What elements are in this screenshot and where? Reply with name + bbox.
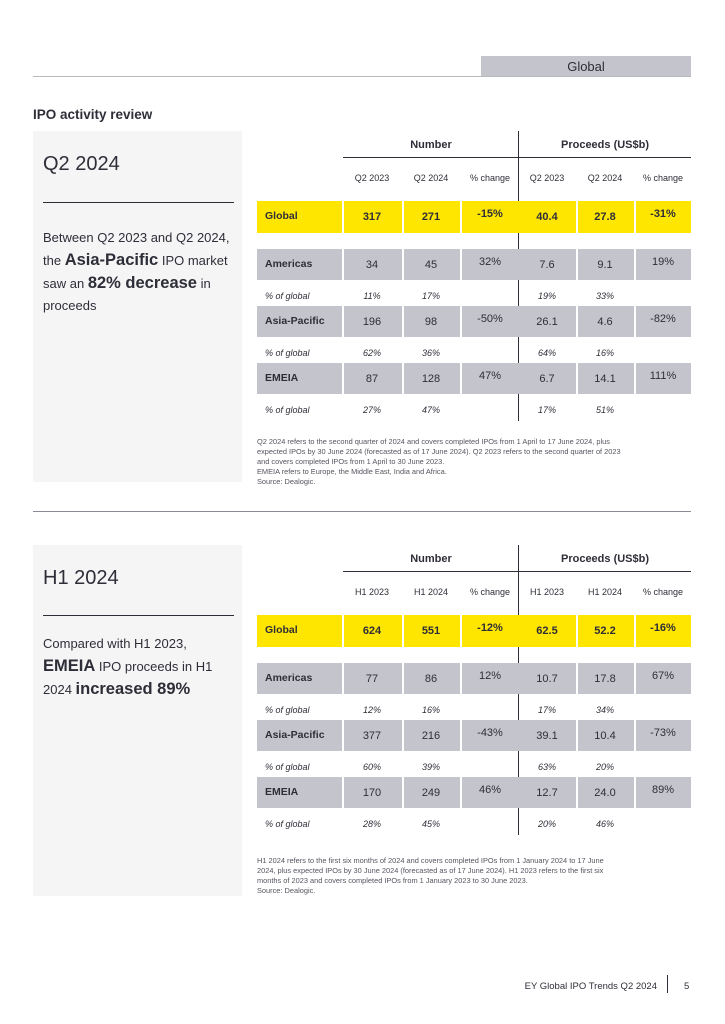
- q2-summary-part-1: Between Q2 2023 and Q2 2024, the: [43, 230, 230, 268]
- h1-summary-part-1: Compared with H1 2023,: [43, 636, 187, 651]
- column-header: % change: [642, 173, 684, 183]
- pct-of-global-value: 60%: [362, 762, 381, 772]
- row-value: 196: [362, 315, 382, 328]
- page-number: 5: [684, 981, 690, 992]
- h1-ipo-table: [257, 545, 691, 845]
- row-label: Asia-Pacific: [265, 728, 325, 741]
- row-value: 86: [424, 672, 438, 685]
- row-value: 216: [421, 729, 441, 742]
- pct-of-global-value: 12%: [362, 705, 381, 715]
- row-label: Global: [265, 624, 298, 636]
- row-label: EMEIA: [265, 371, 299, 384]
- pct-of-global-label: % of global: [265, 762, 310, 772]
- column-header: % change: [642, 587, 684, 597]
- row-value: -15%: [477, 208, 503, 220]
- h1-heading: H1 2024: [43, 567, 119, 589]
- q2-summary-highlight-2: 82% decrease: [87, 274, 197, 292]
- q2-summary-highlight-1: Asia-Pacific: [64, 251, 159, 269]
- pct-of-global-value: 62%: [362, 348, 381, 358]
- row-value: 271: [421, 211, 441, 223]
- section-title: IPO activity review: [33, 107, 153, 122]
- pct-of-global-value: 63%: [537, 762, 556, 772]
- pct-of-global-value: 34%: [595, 705, 614, 715]
- column-header: H1 2024: [413, 587, 449, 597]
- proceeds-header-rule: [519, 571, 691, 572]
- row-value: -31%: [650, 208, 676, 220]
- row-value: 4.6: [597, 315, 613, 328]
- pct-of-global-label: % of global: [265, 705, 310, 715]
- column-header: Q2 2023: [529, 173, 565, 183]
- column-header: H1 2023: [529, 587, 565, 597]
- pct-of-global-label: % of global: [265, 348, 310, 358]
- q2-summary-panel: [33, 131, 242, 482]
- row-value: 32%: [478, 256, 502, 268]
- row-value: 62.5: [536, 625, 558, 637]
- proceeds-header-rule: [519, 157, 691, 158]
- column-header: Q2 2024: [413, 173, 449, 183]
- q2-heading: Q2 2024: [43, 153, 120, 175]
- pct-of-global-value: 16%: [595, 348, 614, 358]
- row-value: 47%: [478, 370, 502, 382]
- column-header: Q2 2024: [587, 173, 623, 183]
- row-value: -16%: [650, 622, 676, 634]
- number-group-header: Number: [410, 553, 452, 565]
- column-header: H1 2024: [587, 587, 623, 597]
- pct-of-global-value: 39%: [421, 762, 440, 772]
- section-divider: [33, 511, 691, 512]
- row-value: 46%: [478, 784, 502, 796]
- note-line: 2024, plus expected IPOs by 30 June 2024 (forecasted as of 17 June 2024). H1 2023 refers to the first six: [257, 866, 604, 875]
- q2-heading-rule: [43, 202, 234, 203]
- row-value: 14.1: [594, 372, 616, 385]
- pct-of-global-label: % of global: [265, 405, 310, 415]
- row-value: 128: [421, 372, 441, 385]
- row-value: 27.8: [594, 211, 616, 223]
- number-header-rule: [343, 571, 518, 572]
- h1-summary-highlight-2: increased 89%: [75, 680, 191, 698]
- pct-of-global-value: 20%: [537, 819, 556, 829]
- row-value: 7.6: [539, 258, 555, 271]
- proceeds-group-header: Proceeds (US$b): [560, 139, 650, 151]
- row-label: EMEIA: [265, 785, 299, 798]
- footer-title: EY Global IPO Trends Q2 2024: [524, 981, 657, 992]
- pct-of-global-value: 17%: [421, 291, 440, 301]
- row-value: 87: [365, 372, 379, 385]
- note-line: EMEIA refers to Europe, the Middle East, India and Africa.: [257, 467, 447, 476]
- column-header: % change: [469, 173, 511, 183]
- row-value: 39.1: [536, 729, 558, 742]
- row-value: 6.7: [539, 372, 555, 385]
- note-line: H1 2024 refers to the first six months of 2024 and covers completed IPOs from 1 January 2024 to 17 June: [257, 856, 604, 865]
- note-line: months of 2023 and covers completed IPOs from 1 January 2023 to 30 June 2023.: [257, 876, 528, 885]
- q2-ipo-table: [257, 131, 691, 431]
- row-value: -73%: [650, 727, 676, 739]
- row-value: 624: [362, 625, 382, 637]
- row-value: 111%: [649, 370, 677, 382]
- pct-of-global-value: 33%: [595, 291, 614, 301]
- note-line: Q2 2024 refers to the second quarter of 2024 and covers completed IPOs from 1 April to 17 June 2024, plus: [257, 437, 610, 446]
- pct-of-global-value: 36%: [421, 348, 440, 358]
- row-value: 377: [362, 729, 382, 742]
- note-line: Source: Dealogic.: [257, 477, 316, 486]
- h1-summary-highlight-1: EMEIA: [43, 657, 96, 675]
- pct-of-global-value: 20%: [595, 762, 614, 772]
- row-value: -50%: [477, 313, 503, 325]
- proceeds-group-header: Proceeds (US$b): [560, 553, 650, 565]
- row-value: 67%: [651, 670, 675, 682]
- pct-of-global-value: 16%: [421, 705, 440, 715]
- pct-of-global-value: 27%: [362, 405, 381, 415]
- region-tab: Global: [481, 56, 691, 77]
- row-value: 24.0: [594, 786, 616, 799]
- pct-of-global-label: % of global: [265, 291, 310, 301]
- pct-of-global-label: % of global: [265, 819, 310, 829]
- row-value: 170: [362, 786, 382, 799]
- row-label: Global: [265, 210, 298, 222]
- row-value: 45: [424, 258, 438, 271]
- h1-heading-rule: [43, 615, 234, 616]
- q2-summary-part-2: IPO market saw an: [43, 253, 228, 291]
- row-value: 77: [365, 672, 379, 685]
- footer-divider: [667, 975, 668, 993]
- h1-summary-panel: [33, 545, 242, 896]
- row-value: 89%: [651, 784, 675, 796]
- h1-notes: [257, 856, 697, 896]
- row-value: 98: [424, 315, 438, 328]
- q2-summary-part-3: in proceeds: [43, 276, 211, 313]
- pct-of-global-value: 17%: [537, 405, 556, 415]
- row-value: 249: [421, 786, 441, 799]
- row-value: 317: [362, 211, 382, 223]
- row-value: 26.1: [536, 315, 558, 328]
- number-group-header: Number: [410, 139, 452, 151]
- q2-notes: [257, 437, 697, 487]
- note-line: expected IPOs by 30 June 2024 (forecasted as of 17 June 2024). Q2 2023 refers to the second quarter of 2023: [257, 447, 621, 456]
- pct-of-global-value: 17%: [537, 705, 556, 715]
- pct-of-global-value: 45%: [421, 819, 440, 829]
- row-value: 551: [421, 625, 441, 637]
- number-header-rule: [343, 157, 518, 158]
- pct-of-global-value: 46%: [595, 819, 614, 829]
- row-value: -43%: [477, 727, 503, 739]
- row-label: Asia-Pacific: [265, 314, 325, 327]
- pct-of-global-value: 64%: [537, 348, 556, 358]
- pct-of-global-value: 19%: [537, 291, 556, 301]
- pct-of-global-value: 47%: [421, 405, 440, 415]
- row-value: 19%: [651, 256, 675, 268]
- top-rule: [33, 76, 691, 77]
- row-value: -82%: [650, 313, 676, 325]
- row-label: Americas: [265, 671, 313, 684]
- row-value: 40.4: [536, 211, 558, 223]
- row-value: 10.4: [594, 729, 616, 742]
- pct-of-global-value: 28%: [362, 819, 381, 829]
- row-value: 17.8: [594, 672, 616, 685]
- pct-of-global-value: 51%: [595, 405, 614, 415]
- pct-of-global-value: 11%: [363, 291, 381, 301]
- column-header: % change: [469, 587, 511, 597]
- column-header: H1 2023: [354, 587, 390, 597]
- row-value: 34: [365, 258, 379, 271]
- q2-summary-text: [43, 227, 234, 317]
- row-value: 12.7: [536, 786, 558, 799]
- note-line: Source: Dealogic.: [257, 886, 316, 895]
- row-label: Americas: [265, 257, 313, 270]
- row-value: 10.7: [536, 672, 558, 685]
- note-line: and covers completed IPOs from 1 April to 30 June 2023.: [257, 457, 445, 466]
- row-value: 12%: [478, 670, 502, 682]
- column-header: Q2 2023: [354, 173, 390, 183]
- row-value: 52.2: [594, 625, 616, 637]
- row-value: -12%: [477, 622, 503, 634]
- h1-summary-part-2: IPO proceeds in H1 2024: [43, 659, 213, 697]
- row-value: 9.1: [597, 258, 613, 271]
- h1-summary-text: [43, 633, 234, 701]
